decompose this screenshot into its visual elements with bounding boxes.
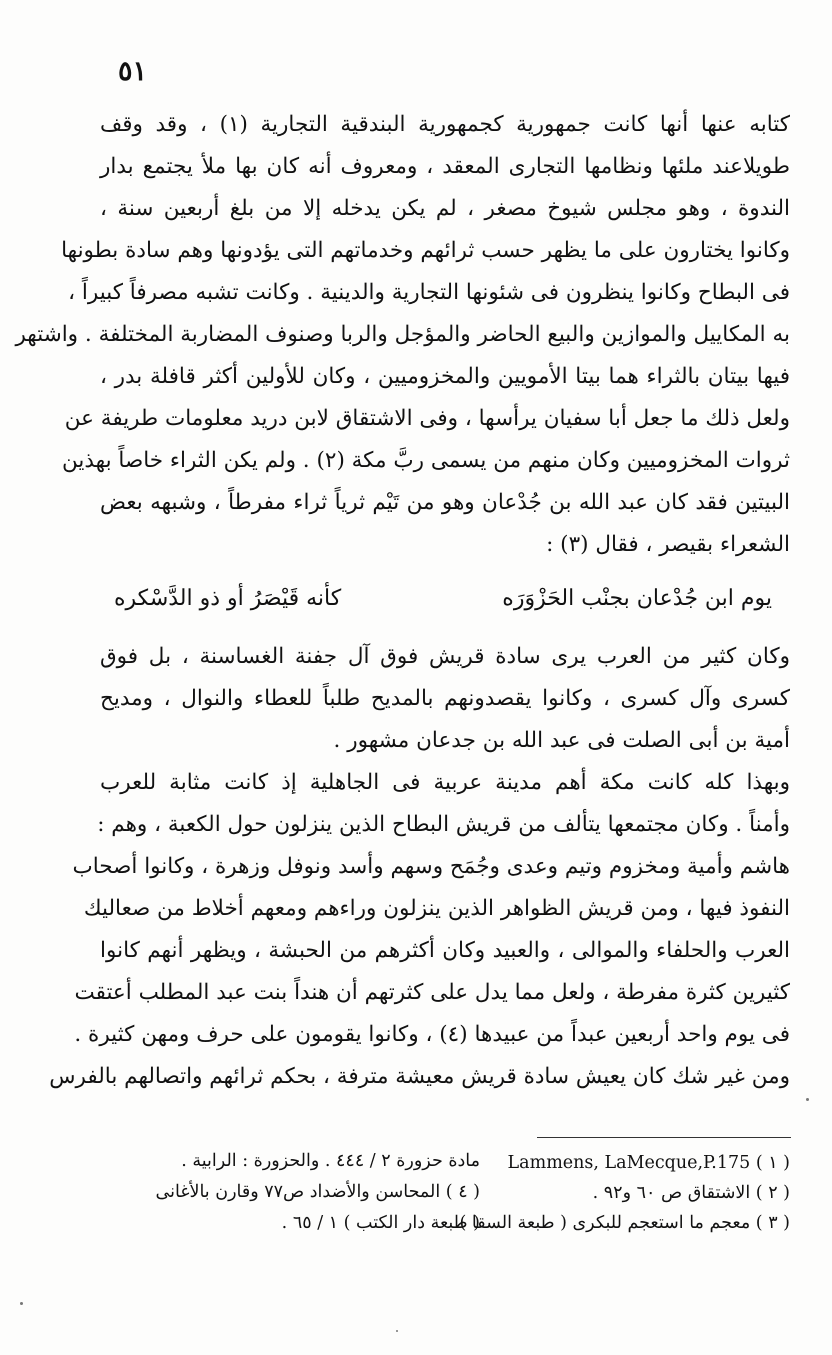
text-line: فى يوم واحد أربعين عبداً من عبيدها (٤) ، وكانوا يقومون على حرف ومهن كثيرة . xyxy=(74,1022,790,1047)
text-line: الندوة ، وهو مجلس شيوخ مصغر ، لم يكن يدخله إلا من بلغ أربعين سنة ، xyxy=(100,196,790,221)
verse-left-hemistich: كأنه قَيْصَرُ أو ذو الدَّسْكره xyxy=(114,586,342,611)
text-line: النفوذ فيها ، ومن قريش الظواهر الذين ينزلون وراءهم ومعهم أخلاط من صعاليك xyxy=(83,896,790,921)
text-line: ومن غير شك كان يعيش سادة قريش معيشة مترفة ، بحكم ثرائهم واتصالهم بالفرس xyxy=(49,1064,790,1089)
text-line: ولعل ذلك ما جعل أبا سفيان يرأسها ، وفى الاشتقاق لابن دريد معلومات طريفة عن xyxy=(64,406,790,431)
text-line: فى البطاح وكانوا ينظرون فى شئونها التجارية والدينية . وكانت تشبه مصرفاً كبيراً ، xyxy=(68,280,790,305)
text-line: الشعراء بقيصر ، فقال (٣) : xyxy=(546,532,790,557)
text-line: كسرى وآل كسرى ، وكانوا يقصدونهم بالمديح طلباً للعطاء والنوال ، ومديح xyxy=(100,686,790,711)
scan-speck xyxy=(20,1302,23,1305)
text-line: كثيرين كثرة مفرطة ، ولعل مما يدل على كثرتهم أن هنداً بنت عبد المطلب أعتقت xyxy=(74,980,790,1005)
text-line: أمية بن أبى الصلت فى عبد الله بن جدعان مشهور . xyxy=(333,728,790,753)
text-line: فيها بيتان بالثراء هما بيتا الأمويين والمخزوميين ، وكان للأولين أكثر قافلة بدر ، xyxy=(100,364,790,389)
text-line: البيتين فقد كان عبد الله بن جُدْعان وهو من تَيْم ثرياً ثراء مفرطاً ، وشبهه بعض xyxy=(100,490,790,515)
footnote: مادة حزورة ٢ / ٤٤٤ . والحزورة : الرابية . xyxy=(181,1151,480,1171)
text-line: به المكاييل والموازين والبيع الحاضر والمؤجل والربا وصنوف المضاربة المختلفة . واشتهر xyxy=(15,322,790,347)
verse-right-hemistich: يوم ابن جُدْعان بجنْب الحَزْوَرَه xyxy=(502,586,772,611)
page-number: ٥١ xyxy=(118,56,148,87)
footnote: ( طبعة دار الكتب ) ١ / ٦٥ . xyxy=(281,1213,480,1233)
scan-speck xyxy=(806,1098,809,1101)
footnotes-right-column xyxy=(459,1148,790,1238)
footnote: ( ٤ ) المحاسن والأضداد ص٧٧ وقارن بالأغانى xyxy=(155,1182,480,1202)
scan-speck xyxy=(396,1330,398,1332)
footnote: ( ٣ ) معجم ما استعجم للبكرى ( طبعة السقا ) xyxy=(459,1213,790,1233)
text-line: وكان كثير من العرب يرى سادة قريش فوق آل جفنة الغساسنة ، بل فوق xyxy=(100,644,790,669)
footnote: ( ٢ ) الاشتقاق ص ٦٠ و٩٢ . xyxy=(592,1183,790,1203)
text-line: هاشم وأمية ومخزوم وتيم وعدى وجُمَح وسهم وأسد ونوفل وزهرة ، وكانوا أصحاب xyxy=(72,854,790,879)
text-line: ثروات المخزوميين وكان منهم من يسمى ربَّ مكة (٢) . ولم يكن الثراء خاصاً بهذين xyxy=(62,448,790,473)
text-line: وبهذا كله كانت مكة أهم مدينة عربية فى الجاهلية إذ كانت مثابة للعرب xyxy=(100,770,790,795)
text-line: طويلاعند ملئها ونظامها التجارى المعقد ، ومعروف أنه كان بها ملأ يجتمع بدار xyxy=(100,154,790,179)
text-line: العرب والحلفاء والموالى ، والعبيد وكان أكثرهم من الحبشة ، ويظهر أنهم كانوا xyxy=(100,938,790,963)
text-line: وكانوا يختارون على ما يظهر حسب ثرائهم وخدماتهم التى يؤدونها وهم سادة بطونها xyxy=(61,238,790,263)
footnote: ( ١ ) Lammens, LaMecque,P.175 xyxy=(507,1153,790,1173)
text-line: كتابه عنها أنها كانت جمهورية كجمهورية البندقية التجارية (١) ، وقد وقف xyxy=(100,112,790,137)
main-text xyxy=(15,104,790,1098)
text-line: وأمناً . وكان مجتمعها يتألف من قريش البطاح الذين ينزلون حول الكعبة ، وهم : xyxy=(97,812,790,837)
poetry-verse xyxy=(100,570,790,628)
footnote-divider xyxy=(537,1137,791,1138)
footnotes-left-column xyxy=(108,1146,480,1239)
